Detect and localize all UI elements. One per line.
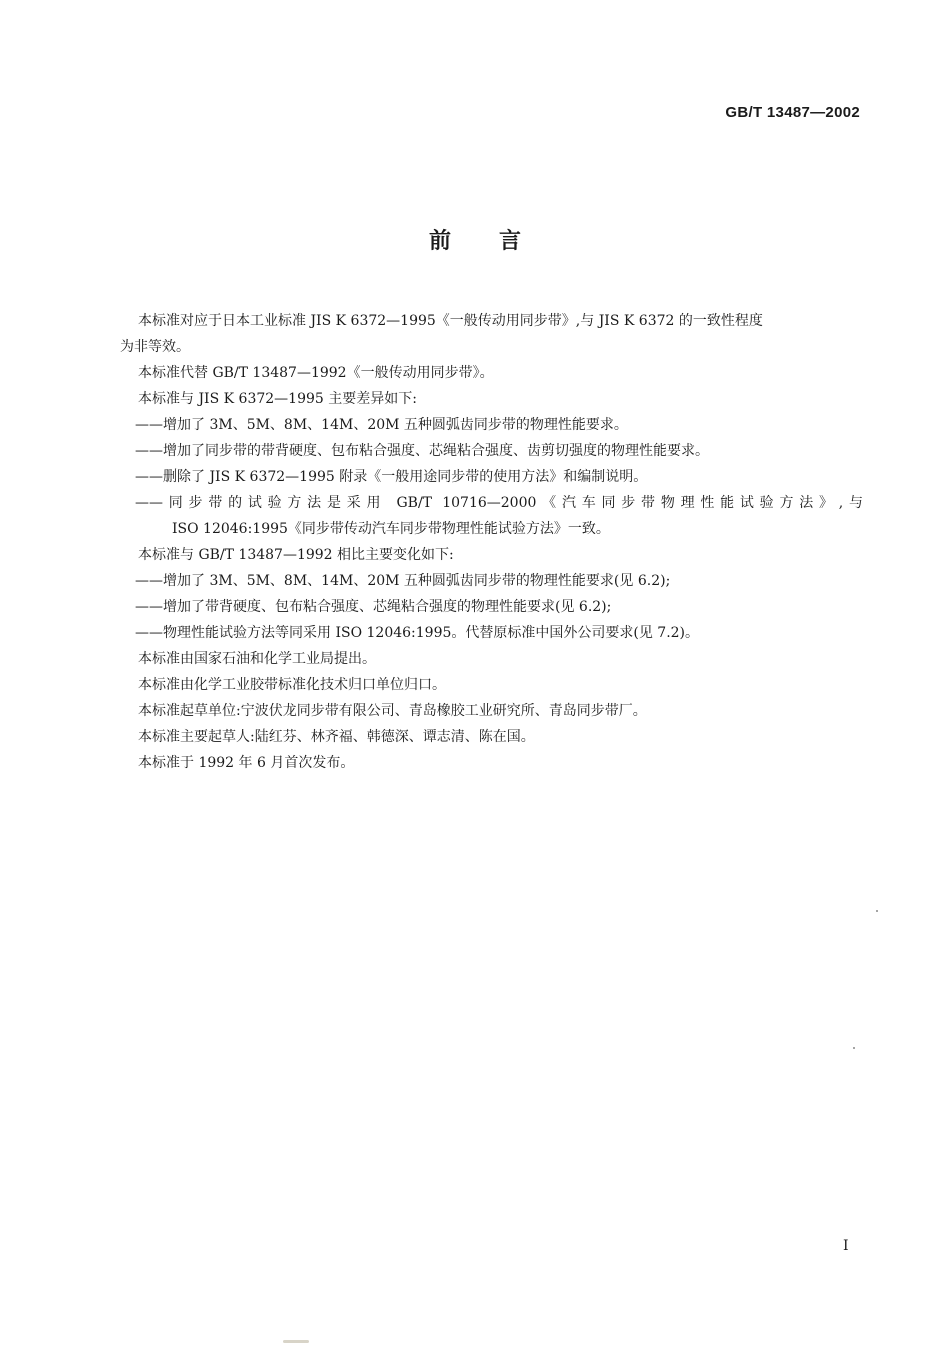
list-item: ——增加了同步带的带背硬度、包布粘合强度、芯绳粘合强度、齿剪切强度的物理性能要求。 xyxy=(135,443,709,459)
list-item: ——增加了带背硬度、包布粘合强度、芯绳粘合强度的物理性能要求(见 6.2); xyxy=(135,599,612,615)
paragraph-first-issued: 本标准于 1992 年 6 月首次发布。 xyxy=(138,755,355,771)
paragraph-drafting-units: 本标准起草单位:宁波伏龙同步带有限公司、青岛橡胶工业研究所、青岛同步带厂。 xyxy=(138,703,647,719)
paragraph-differences-intro: 本标准与 JIS K 6372—1995 主要差异如下: xyxy=(138,391,417,407)
paragraph-centralized-by: 本标准由化学工业胶带标准化技术归口单位归口。 xyxy=(138,677,446,693)
paragraph-correspondence xyxy=(120,308,863,360)
list-item-line: ——同步带的试验方法是采用 GB/T 10716—2000《汽车同步带物理性能试验方法》,与 xyxy=(135,495,863,511)
page-title: 前言 xyxy=(428,229,569,254)
standard-code: GB/T 13487—2002 xyxy=(725,104,860,121)
scan-speck xyxy=(876,910,878,912)
list-item-line-continued: ISO 12046:1995《同步带传动汽车同步带物理性能试验方法》一致。 xyxy=(172,521,610,537)
paragraph-line-continued: 为非等效。 xyxy=(120,339,190,355)
paragraph-changes-intro: 本标准与 GB/T 13487—1992 相比主要变化如下: xyxy=(138,547,454,563)
list-item xyxy=(135,490,863,542)
paragraph-replaces: 本标准代替 GB/T 13487—1992《一般传动用同步带》。 xyxy=(138,365,494,381)
scan-smudge xyxy=(283,1340,309,1343)
paragraph-proposed-by: 本标准由国家石油和化学工业局提出。 xyxy=(138,651,376,667)
paragraph-drafters: 本标准主要起草人:陆红芬、林齐福、韩德深、谭志清、陈在国。 xyxy=(138,729,535,745)
list-item: ——增加了 3M、5M、8M、14M、20M 五种圆弧齿同步带的物理性能要求(见 6.2); xyxy=(135,573,671,589)
list-item: ——物理性能试验方法等同采用 ISO 12046:1995。代替原标准中国外公司要求(见 7.2)。 xyxy=(135,625,700,641)
foreword-body xyxy=(120,308,863,776)
page-number: I xyxy=(843,1238,849,1254)
list-item: ——增加了 3M、5M、8M、14M、20M 五种圆弧齿同步带的物理性能要求。 xyxy=(135,417,628,433)
list-item: ——删除了 JIS K 6372—1995 附录《一般用途同步带的使用方法》和编制说明。 xyxy=(135,469,648,485)
scan-speck xyxy=(853,1047,855,1049)
paragraph-line: 本标准对应于日本工业标准 JIS K 6372—1995《一般传动用同步带》,与 JIS K 6372 的一致性程度 xyxy=(138,313,763,329)
